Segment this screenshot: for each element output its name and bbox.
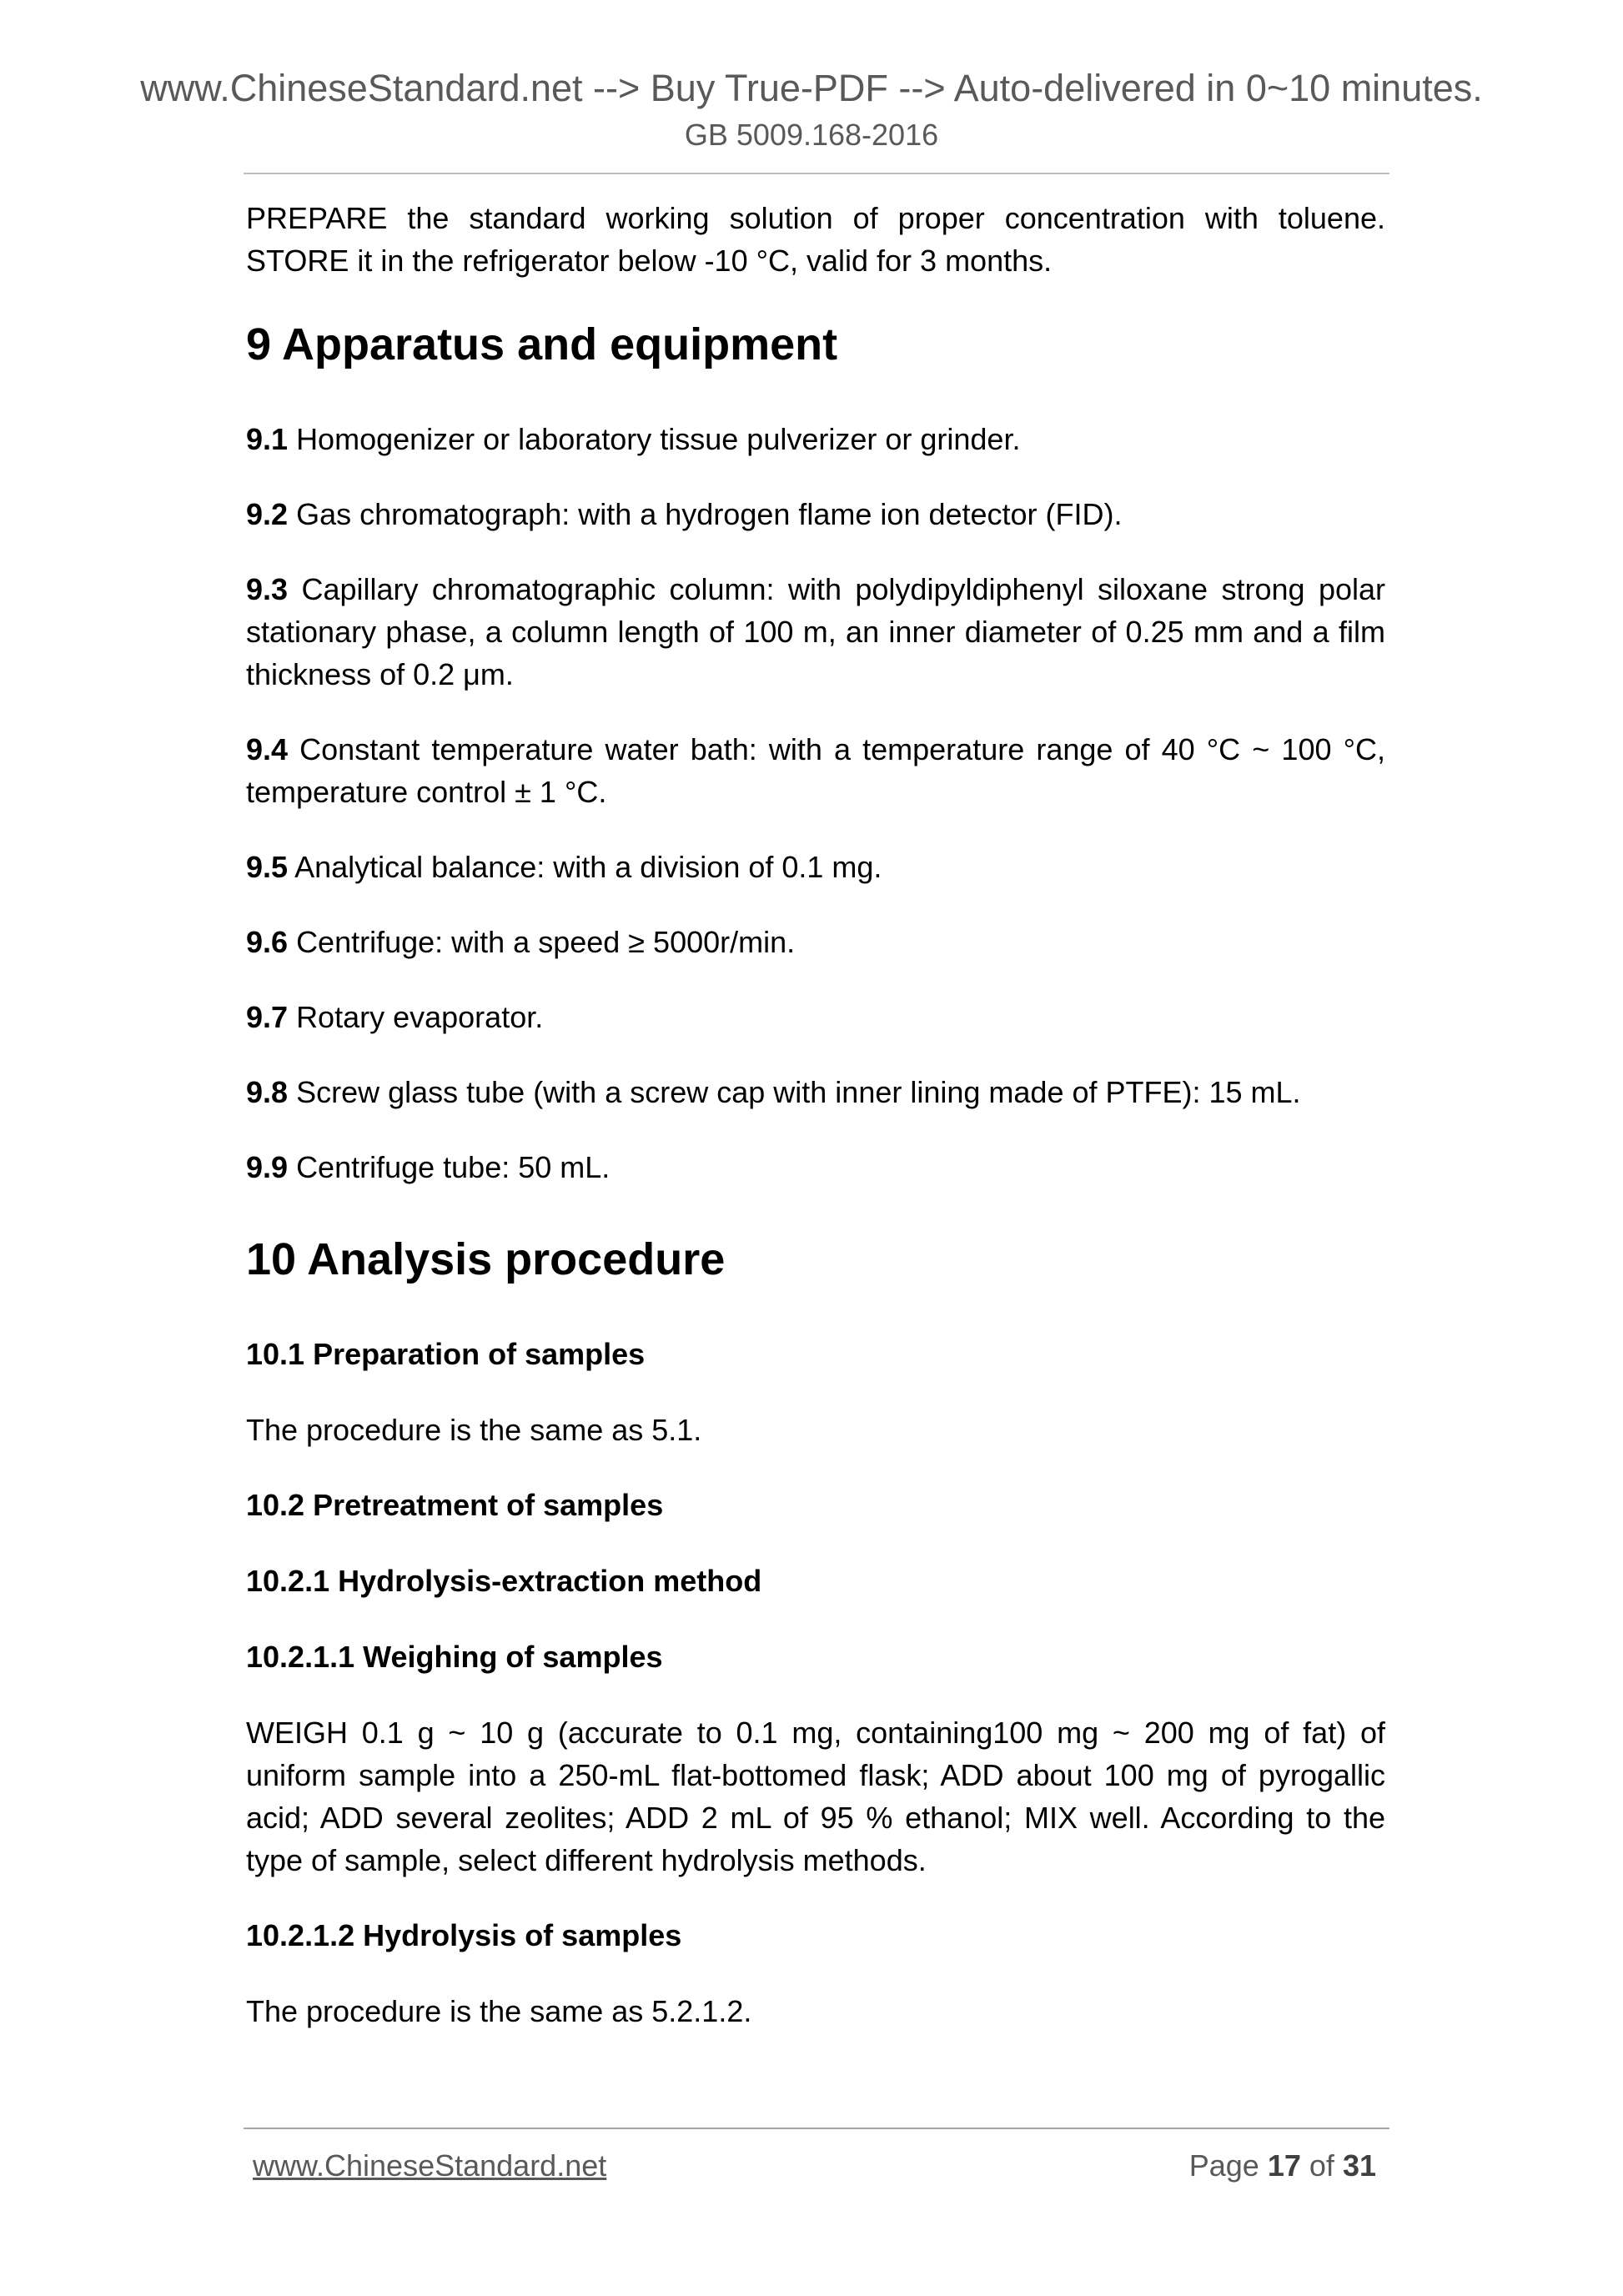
item-text: Rotary evaporator.: [296, 1000, 544, 1034]
subsection-10-2-1-heading: 10.2.1 Hydrolysis-extraction method: [246, 1564, 762, 1598]
item-number: 9.6: [246, 925, 289, 959]
list-item-9-9: [246, 1146, 1385, 1188]
list-item-9-6: [246, 921, 1385, 963]
subsection-10-1-heading: 10.1 Preparation of samples: [246, 1337, 646, 1371]
header-divider: [244, 173, 1389, 174]
item-text: Centrifuge tube: 50 mL.: [296, 1150, 611, 1184]
item-number: 9.5: [246, 850, 289, 884]
list-item-9-5: [246, 846, 1385, 888]
header-banner: www.ChineseStandard.net --> Buy True-PDF --> Auto-delivered in 0~10 minutes.: [140, 67, 1483, 109]
item-text: Analytical balance: with a division of 0.1 mg.: [294, 850, 882, 884]
footer-website-link[interactable]: www.ChineseStandard.net: [253, 2148, 607, 2183]
item-text: Screw glass tube (with a screw cap with inner lining made of PTFE): 15 mL.: [296, 1075, 1301, 1109]
page-of: of: [1309, 2148, 1334, 2183]
page-content: [246, 197, 1385, 2065]
list-item-9-2: [246, 493, 1385, 535]
item-number: 9.9: [246, 1150, 289, 1184]
subsection-10-2-1-2-heading: 10.2.1.2 Hydrolysis of samples: [246, 1918, 682, 1952]
item-text: Constant temperature water bath: with a temperature range of 40 °C ~ 100 °C, temperature control ± 1 °C.: [246, 732, 1385, 809]
subsection-10-2-1-1-text: WEIGH 0.1 g ~ 10 g (accurate to 0.1 mg, containing100 mg ~ 200 mg of fat) of uniform sample into a 250-mL flat-bottomed flask; ADD about 100 mg of pyrogallic acid; ADD several zeolites; ADD 2 mL of 95 % ethanol; MIX well. According to the type of sample, select different hydrolysis methods.: [246, 1716, 1385, 1877]
standard-code: GB 5009.168-2016: [684, 118, 939, 152]
subsection-10-2-1-2-text: The procedure is the same as 5.2.1.2.: [246, 1994, 752, 2028]
item-number: 9.3: [246, 572, 289, 606]
item-number: 9.8: [246, 1075, 289, 1109]
item-text: Capillary chromatographic column: with polydipyldiphenyl siloxane strong polar stationary phase, a column length of 100 m, an inner diameter of 0.25 mm and a film thickness of 0.2 μm.: [246, 572, 1385, 691]
list-item-9-8: [246, 1071, 1385, 1113]
item-text: Centrifuge: with a speed ≥ 5000r/min.: [296, 925, 796, 959]
list-item-9-3: [246, 568, 1385, 696]
item-number: 9.1: [246, 422, 289, 456]
subsection-10-1-text: The procedure is the same as 5.1.: [246, 1413, 702, 1447]
list-item-9-7: [246, 996, 1385, 1038]
item-text: Gas chromatograph: with a hydrogen flame ion detector (FID).: [296, 497, 1123, 531]
page-current: 17: [1267, 2148, 1301, 2183]
page-word: Page: [1188, 2148, 1259, 2183]
intro-paragraph: PREPARE the standard working solution of proper concentration with toluene. STORE it in the refrigerator below -10 °C, valid for 3 months.: [246, 201, 1385, 278]
item-number: 9.4: [246, 732, 289, 766]
item-text: Homogenizer or laboratory tissue pulverizer or grinder.: [296, 422, 1021, 456]
item-number: 9.2: [246, 497, 289, 531]
footer-divider: [244, 2128, 1389, 2129]
section-9-heading: 9 Apparatus and equipment: [246, 319, 838, 369]
item-number: 9.7: [246, 1000, 289, 1034]
subsection-10-2-1-1-heading: 10.2.1.1 Weighing of samples: [246, 1640, 663, 1674]
list-item-9-4: [246, 728, 1385, 813]
section-10-heading: 10 Analysis procedure: [246, 1234, 726, 1284]
subsection-10-2-heading: 10.2 Pretreatment of samples: [246, 1488, 664, 1522]
page-number: [1189, 2147, 1376, 2185]
page-total: 31: [1342, 2148, 1376, 2183]
list-item-9-1: [246, 418, 1385, 460]
